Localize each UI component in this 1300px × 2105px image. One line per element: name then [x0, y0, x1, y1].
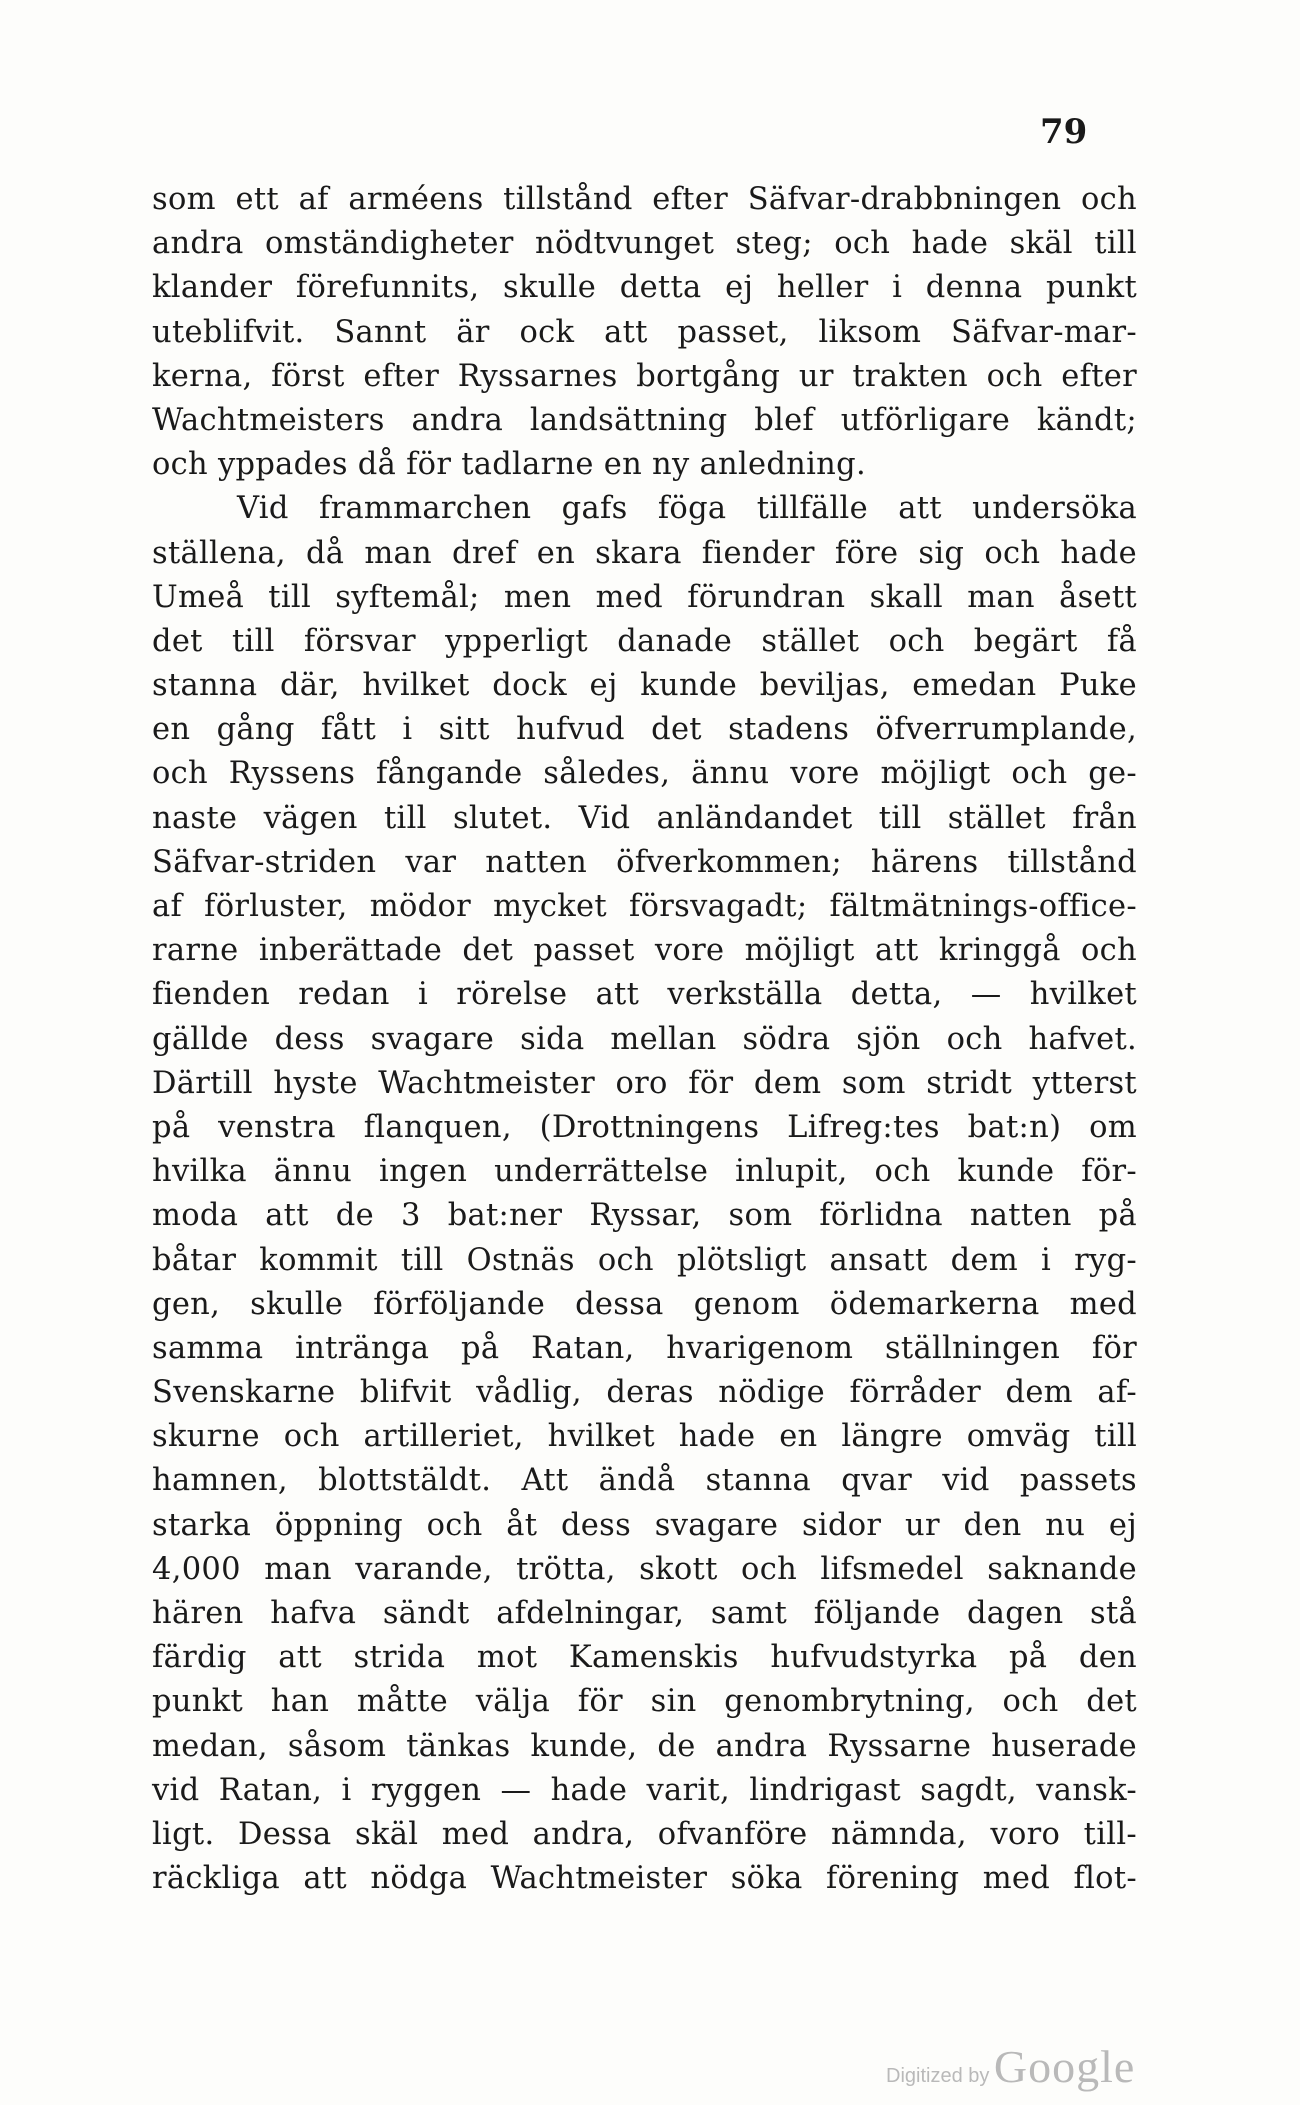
- text-line: samma inträngа på Ratan, hvarigenom ställningen för: [152, 1330, 1137, 1366]
- digitized-watermark: [886, 2040, 1135, 2093]
- text-line: som ett af arméens tillstånd efter Säfvar-drabbningen och: [152, 182, 1137, 217]
- text-line: andra omständigheter nödtvunget steg; och hade skäl till: [152, 226, 1137, 262]
- text-line: färdig att strida mot Kamenskis hufvudstyrka på den: [152, 1640, 1137, 1676]
- watermark-brand: Google: [993, 2041, 1136, 2092]
- text-line: 4,000 man varande, trötta, skott och lifsmedel saknande: [152, 1551, 1137, 1587]
- text-line: moda att de 3 bat:ner Ryssar, som förlidna natten på: [152, 1198, 1137, 1234]
- text-line: af förluster, mödor mycket försvagadt; fältmätnings-officе-: [152, 889, 1137, 924]
- text-line: medan, såsom tänkas kunde, de andra Ryssarne huserade: [152, 1728, 1137, 1764]
- watermark-prefix: Digitized by: [886, 2065, 990, 2087]
- text-line: Svenskarne blifvit vådlig, deras nödige förråder dem af-: [152, 1375, 1137, 1411]
- text-line: en gång fått i sitt hufvud det stadens öfverrumplande,: [152, 712, 1137, 748]
- text-line: båtar kommit till Ostnäs och plötsligt ansatt dem i ryg-: [152, 1242, 1137, 1278]
- text-line: på venstra flanquen, (Drottningens Lifreg:tes bat:n) om: [152, 1109, 1137, 1145]
- text-line: punkt han måtte välja för sin genombrytning, och det: [152, 1684, 1137, 1720]
- text-line: gällde dess svagare sida mellan södra sjön och hafvet.: [152, 1021, 1137, 1057]
- text-line: ligt. Dessa skäl med andra, ofvanföre nämnda, voro till-: [152, 1816, 1137, 1852]
- text-line: ställena, då man dref en skara fiender före sig och hade: [152, 535, 1137, 571]
- text-line: uteblifvit. Sannt är ock att passet, liksom Säfvar-mar-: [152, 314, 1137, 350]
- text-line: hären hafva sändt afdelningar, samt följande dagen stå: [152, 1596, 1137, 1631]
- text-line: Umeå till syftemål; men med förundran skall man åsett: [152, 579, 1137, 615]
- text-line: skurne och artilleriet, hvilket hade en längre omväg till: [152, 1419, 1137, 1455]
- text-line: det till försvar ypperligt danade stället och begärt få: [152, 623, 1137, 659]
- text-line: Säfvar-striden var natten öfverkommen; härens tillstånd: [152, 844, 1137, 880]
- text-line: hamnen, blottstäldt. Att ändå stanna qvar vid passets: [152, 1463, 1137, 1499]
- text-line: hvilka ännu ingen underrättelse inlupit, och kunde för-: [152, 1154, 1137, 1190]
- page-number: 79: [1040, 112, 1088, 152]
- body-text: [152, 178, 1137, 1901]
- text-line: naste vägen till slutet. Vid anländandet till stället från: [152, 800, 1137, 836]
- text-line: vid Ratan, i ryggen — hade varit, lindrigast sagdt, vansk-: [152, 1772, 1137, 1808]
- text-line: kerna, först efter Ryssarnes bortgång ur trakten och efter: [152, 358, 1137, 394]
- text-line: och yppades då för tadlarne en ny anledning.: [152, 447, 866, 483]
- text-line: stanna där, hvilket dock ej kunde beviljas, emedan Puke: [152, 668, 1137, 704]
- text-line: starka öppning och åt dess svagare sidor ur den nu ej: [152, 1507, 1137, 1543]
- text-line: och Ryssens fångande således, ännu vore möjligt och ge-: [152, 756, 1137, 792]
- text-line: Därtill hyste Wachtmeister oro för dem som stridt ytterst: [152, 1065, 1137, 1101]
- text-line: rarne inberättade det passet vore möjligt att kringgå och: [152, 933, 1137, 969]
- text-line: klander förefunnits, skulle detta ej heller i denna punkt: [152, 270, 1137, 306]
- text-line: gen, skulle förföljande dessa genom ödemarkerna med: [152, 1286, 1137, 1322]
- text-line: fienden redan i rörelse att verkställa detta, — hvilket: [152, 977, 1137, 1013]
- text-line: Wachtmeisters andra landsättning blef utförligare kändt;: [152, 402, 1137, 438]
- text-line: räckliga att nödga Wachtmeister söka förening med flot-: [152, 1861, 1137, 1897]
- text-line: Vid frammarchen gafs föga tillfälle att undersöka: [237, 491, 1137, 527]
